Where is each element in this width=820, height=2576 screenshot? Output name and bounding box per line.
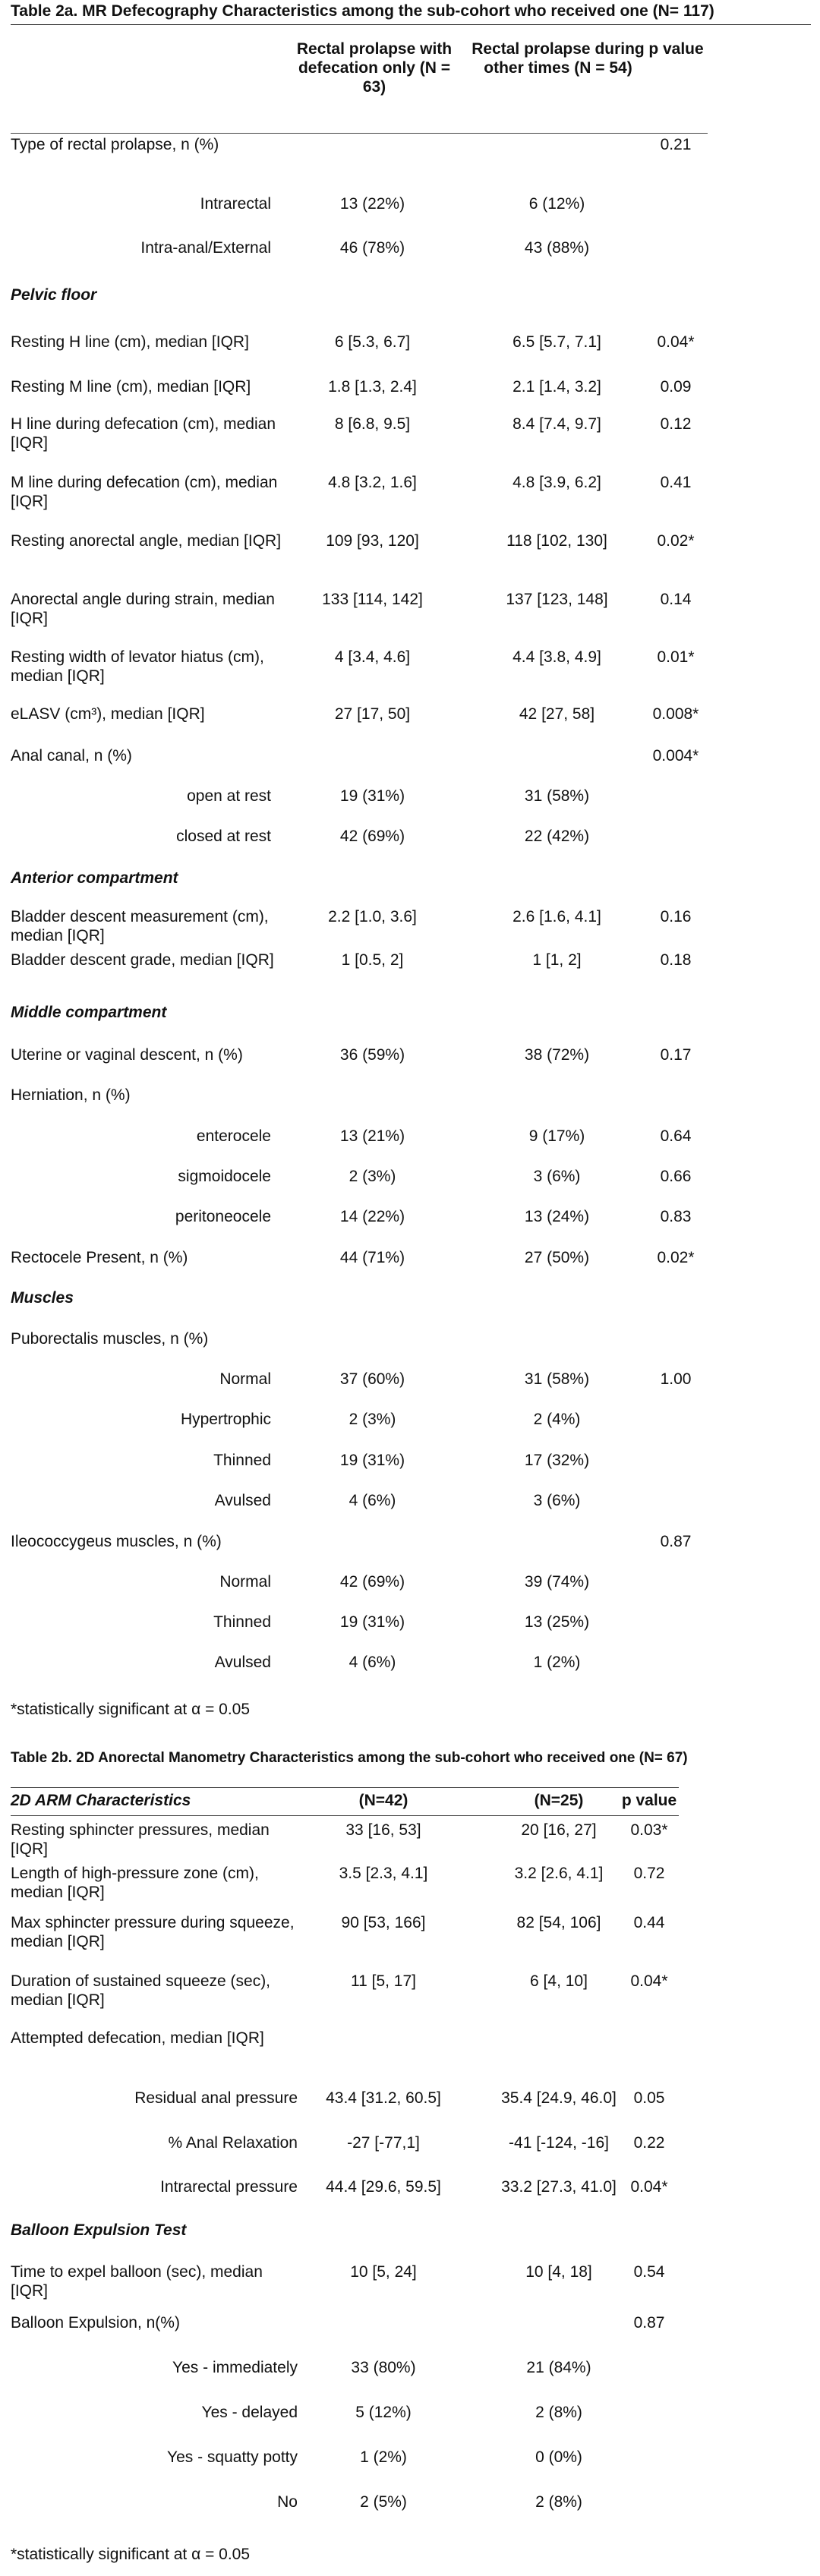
p-value: 0.02*: [657, 1249, 695, 1266]
table-2b-top-rule: [11, 1787, 679, 1788]
cell-group1: 19 (31%): [339, 1452, 405, 1469]
p-value: 0.83: [660, 1208, 692, 1225]
caption-underline: [11, 24, 811, 25]
row-label: M line during defecation (cm), median [IQR]: [11, 474, 278, 510]
p-value: 0.14: [660, 591, 692, 608]
p-value: 0.12: [660, 415, 692, 433]
cell-group2: 2 (4%): [533, 1411, 581, 1428]
cell-group1: 5 (12%): [355, 2404, 412, 2421]
row-label: Anal canal, n (%): [11, 747, 132, 765]
row-label: Ileococcygeus muscles, n (%): [11, 1533, 222, 1550]
p-value: 0.66: [660, 1168, 692, 1185]
cell-group1: 11 [5, 17]: [350, 1972, 416, 1990]
cell-group1: 4 (6%): [348, 1492, 396, 1509]
cell-group1: 4 (6%): [348, 1654, 396, 1671]
cell-group2: 39 (74%): [524, 1573, 590, 1591]
cell-group1: 2 (3%): [348, 1168, 396, 1185]
row-label: Max sphincter pressure during squeeze, median [IQR]: [11, 1914, 295, 1950]
row-label: Resting H line (cm), median [IQR]: [11, 333, 249, 351]
row-label: Thinned: [213, 1613, 271, 1631]
p-value: 0.008*: [652, 705, 699, 723]
cell-group1: 133 [114, 142]: [322, 591, 423, 608]
row-label: No: [277, 2493, 298, 2511]
row-label: Resting anorectal angle, median [IQR]: [11, 532, 282, 550]
row-label: Herniation, n (%): [11, 1086, 131, 1104]
cell-group2: 42 [27, 58]: [519, 705, 595, 723]
cell-group2: 31 (58%): [524, 1370, 590, 1388]
section-heading-muscles: Muscles: [11, 1289, 74, 1307]
cell-group1: 42 (69%): [339, 1573, 405, 1591]
row-label: Time to expel balloon (sec), median [IQR]: [11, 2263, 263, 2300]
cell-group1: 36 (59%): [339, 1046, 405, 1064]
row-label: sigmoidocele: [178, 1168, 271, 1185]
row-label: Residual anal pressure: [134, 2089, 298, 2107]
cell-group2: 43 (88%): [524, 239, 590, 257]
col-header-n42: (N=42): [358, 1792, 408, 1809]
section-heading-middle-compartment: Middle compartment: [11, 1004, 167, 1021]
cell-group2: 2 (8%): [535, 2404, 582, 2421]
col-header-defecation-only: Rectal prolapse with defecation only (N = 63): [296, 40, 453, 96]
row-label: Intra-anal/External: [140, 239, 271, 257]
table-2a-footnote: *statistically significant at α = 0.05: [11, 1701, 251, 1718]
row-label: Avulsed: [214, 1654, 271, 1671]
p-value: 0.87: [660, 1533, 692, 1550]
p-value: 0.72: [633, 1865, 665, 1882]
row-label: Attempted defecation, median [IQR]: [11, 2029, 264, 2047]
p-value: 0.41: [660, 474, 692, 491]
row-label: Puborectalis muscles, n (%): [11, 1330, 209, 1348]
cell-group1: 4.8 [3.2, 1.6]: [328, 474, 417, 491]
cell-group2: 20 [16, 27]: [521, 1821, 597, 1839]
row-label: enterocele: [196, 1127, 271, 1145]
row-label: H line during defecation (cm), median [IQR]: [11, 415, 276, 452]
cell-group1: 2 (3%): [348, 1411, 396, 1428]
cell-group2: 8.4 [7.4, 9.7]: [512, 415, 601, 433]
cell-group2: 2.1 [1.4, 3.2]: [512, 378, 601, 396]
row-label: Balloon Expulsion, n(%): [11, 2314, 180, 2332]
table-2a-caption: Table 2a. MR Defecography Characteristics among the sub-cohort who received one (N= 117): [11, 2, 714, 20]
row-label: Uterine or vaginal descent, n (%): [11, 1046, 243, 1064]
cell-group2: 4.8 [3.9, 6.2]: [512, 474, 601, 491]
col-header-characteristics: 2D ARM Characteristics: [11, 1792, 191, 1809]
cell-group1: 13 (22%): [339, 195, 405, 213]
row-label: Yes - delayed: [201, 2404, 298, 2421]
cell-group2: 137 [123, 148]: [506, 591, 608, 608]
cell-group1: 1.8 [1.3, 2.4]: [328, 378, 417, 396]
cell-group1: 90 [53, 166]: [341, 1914, 426, 1931]
row-label: Yes - squatty potty: [167, 2448, 298, 2466]
row-label: eLASV (cm³), median [IQR]: [11, 705, 205, 723]
table-2b-footnote: *statistically significant at α = 0.05: [11, 2546, 251, 2563]
row-label: open at rest: [187, 787, 271, 805]
cell-group1: 8 [6.8, 9.5]: [334, 415, 411, 433]
row-label: % Anal Relaxation: [168, 2134, 298, 2152]
p-value: 0.01*: [657, 648, 695, 666]
header-rule: [11, 133, 708, 134]
cell-group1: 33 [16, 53]: [345, 1821, 421, 1839]
cell-group2: 6.5 [5.7, 7.1]: [512, 333, 601, 351]
row-label: Normal: [219, 1370, 271, 1388]
cell-group2: 2 (8%): [535, 2493, 582, 2511]
cell-group2: 3 (6%): [533, 1168, 581, 1185]
p-value: 0.05: [633, 2089, 665, 2107]
cell-group2: 9 (17%): [528, 1127, 585, 1145]
cell-group2: 22 (42%): [524, 828, 590, 845]
cell-group2: 21 (84%): [526, 2359, 591, 2376]
row-label: Intrarectal: [200, 195, 271, 213]
row-label: Hypertrophic: [180, 1411, 271, 1428]
col-header-other-times: Rectal prolapse during other times (N = 54): [472, 40, 645, 77]
row-label: Length of high-pressure zone (cm), median [IQR]: [11, 1865, 259, 1901]
cell-group2: 33.2 [27.3, 41.0]: [501, 2178, 617, 2196]
cell-group1: 44 (71%): [339, 1249, 405, 1266]
row-label: Resting width of levator hiatus (cm), median [IQR]: [11, 648, 264, 685]
cell-group1: 2 (5%): [360, 2493, 407, 2511]
p-value: 0.44: [633, 1914, 665, 1931]
cell-group2: 13 (24%): [524, 1208, 590, 1225]
cell-group2: 27 (50%): [524, 1249, 590, 1266]
p-value: 0.004*: [652, 747, 699, 765]
cell-group1: 27 [17, 50]: [334, 705, 411, 723]
cell-group1: 13 (21%): [339, 1127, 405, 1145]
cell-group1: 1 [0.5, 2]: [341, 951, 404, 969]
col-header-n25: (N=25): [534, 1792, 584, 1809]
cell-group1: 10 [5, 24]: [350, 2263, 417, 2281]
p-value: 0.64: [660, 1127, 692, 1145]
col-header-p-value: p value: [648, 40, 704, 58]
section-heading-balloon-expulsion-test: Balloon Expulsion Test: [11, 2221, 187, 2239]
cell-group1: 33 (80%): [351, 2359, 416, 2376]
p-value: 0.04*: [630, 1972, 668, 1990]
p-value: 0.09: [660, 378, 692, 396]
cell-group2: 4.4 [3.8, 4.9]: [512, 648, 601, 666]
cell-group2: 13 (25%): [524, 1613, 590, 1631]
cell-group2: -41 [-124, -16]: [509, 2134, 609, 2152]
row-label: Type of rectal prolapse, n (%): [11, 136, 219, 153]
cell-group1: 19 (31%): [339, 1613, 405, 1631]
cell-group1: 43.4 [31.2, 60.5]: [326, 2089, 441, 2107]
row-label: Resting M line (cm), median [IQR]: [11, 378, 251, 396]
cell-group2: 82 [54, 106]: [516, 1914, 601, 1931]
row-label: Yes - immediately: [172, 2359, 298, 2376]
cell-group2: 38 (72%): [524, 1046, 590, 1064]
cell-group2: 1 (2%): [533, 1654, 581, 1671]
row-label: Avulsed: [214, 1492, 271, 1509]
cell-group1: 46 (78%): [339, 239, 405, 257]
cell-group2: 3.2 [2.6, 4.1]: [514, 1865, 604, 1882]
p-value: 0.87: [633, 2314, 665, 2332]
p-value: 0.04*: [657, 333, 695, 351]
p-value: 0.16: [660, 908, 692, 925]
cell-group1: 3.5 [2.3, 4.1]: [339, 1865, 428, 1882]
cell-group2: 118 [102, 130]: [506, 532, 607, 550]
p-value: 1.00: [660, 1370, 692, 1388]
cell-group2: 1 [1, 2]: [532, 951, 582, 969]
cell-group1: 19 (31%): [339, 787, 405, 805]
cell-group1: 14 (22%): [339, 1208, 405, 1225]
cell-group1: 42 (69%): [339, 828, 405, 845]
cell-group2: 10 [4, 18]: [525, 2263, 592, 2281]
row-label: closed at rest: [176, 828, 271, 845]
col-header-p-value: p value: [621, 1792, 677, 1809]
row-label: Rectocele Present, n (%): [11, 1249, 188, 1266]
p-value: 0.02*: [657, 532, 695, 550]
p-value: 0.54: [633, 2263, 665, 2281]
cell-group2: 6 (12%): [528, 195, 585, 213]
table-2b-caption: Table 2b. 2D Anorectal Manometry Characteristics among the sub-cohort who received one (N= 67): [11, 1750, 688, 1766]
row-label: peritoneocele: [175, 1208, 271, 1225]
row-label: Anorectal angle during strain, median [IQR]: [11, 591, 275, 627]
cell-group2: 35.4 [24.9, 46.0]: [501, 2089, 617, 2107]
cell-group2: 17 (32%): [524, 1452, 590, 1469]
table-2b-header-rule: [11, 1815, 679, 1816]
cell-group1: 6 [5.3, 6.7]: [334, 333, 411, 351]
cell-group2: 31 (58%): [524, 787, 590, 805]
cell-group1: -27 [-77,1]: [347, 2134, 420, 2152]
row-label: Duration of sustained squeeze (sec), median [IQR]: [11, 1972, 271, 2009]
cell-group1: 109 [93, 120]: [326, 532, 419, 550]
cell-group2: 0 (0%): [535, 2448, 582, 2466]
p-value: 0.03*: [630, 1821, 668, 1839]
p-value: 0.17: [660, 1046, 692, 1064]
section-heading-pelvic-floor: Pelvic floor: [11, 286, 97, 304]
cell-group2: 3 (6%): [533, 1492, 581, 1509]
cell-group1: 44.4 [29.6, 59.5]: [326, 2178, 441, 2196]
p-value: 0.22: [633, 2134, 665, 2152]
row-label: Resting sphincter pressures, median [IQR]: [11, 1821, 270, 1858]
cell-group1: 37 (60%): [339, 1370, 405, 1388]
row-label: Bladder descent grade, median [IQR]: [11, 951, 274, 969]
p-value: 0.21: [660, 136, 692, 153]
cell-group2: 6 [4, 10]: [530, 1972, 588, 1990]
p-value: 0.18: [660, 951, 692, 969]
p-value: 0.04*: [630, 2178, 668, 2196]
row-label: Thinned: [213, 1452, 271, 1469]
row-label: Intrarectal pressure: [160, 2178, 298, 2196]
cell-group2: 2.6 [1.6, 4.1]: [512, 908, 601, 925]
cell-group1: 4 [3.4, 4.6]: [334, 648, 411, 666]
cell-group1: 1 (2%): [360, 2448, 407, 2466]
cell-group1: 2.2 [1.0, 3.6]: [328, 908, 417, 925]
row-label: Normal: [219, 1573, 271, 1591]
section-heading-anterior-compartment: Anterior compartment: [11, 869, 178, 887]
row-label: Bladder descent measurement (cm), median [IQR]: [11, 908, 269, 944]
